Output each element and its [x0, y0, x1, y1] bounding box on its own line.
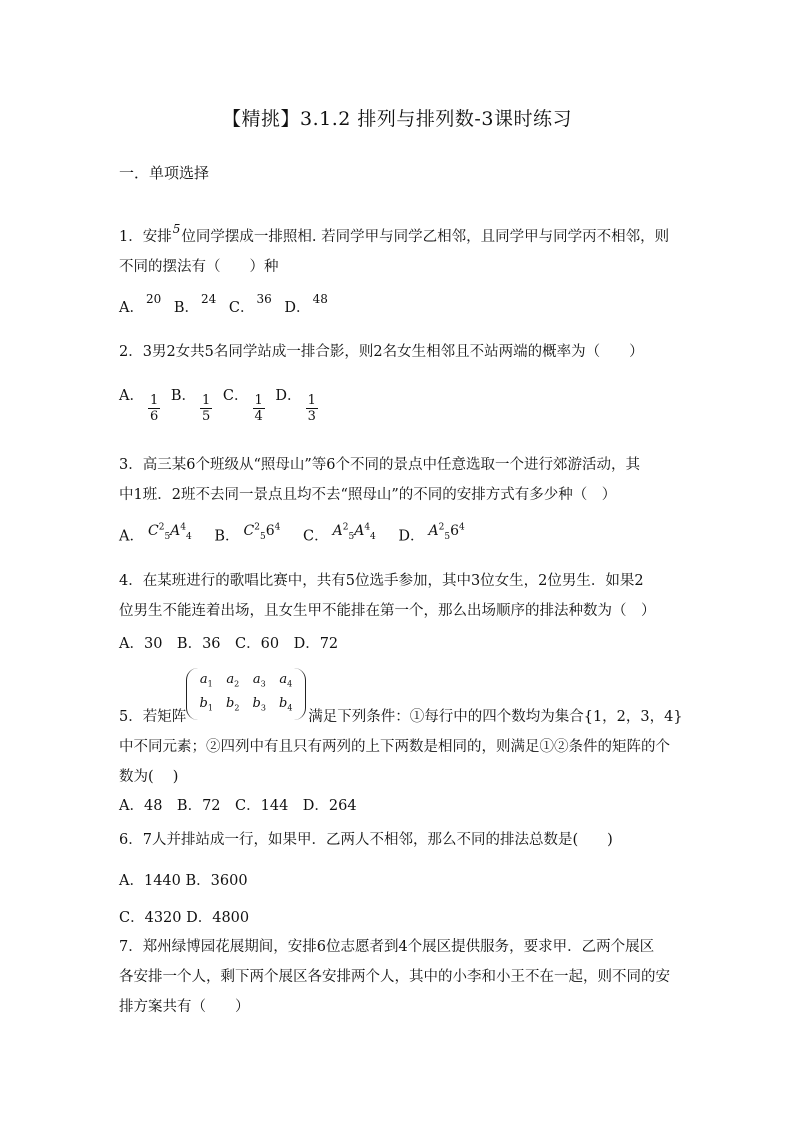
- q1-option-c-label: C．: [228, 300, 255, 316]
- q2-option-b-label: B．: [170, 388, 197, 404]
- q3-option-d-label: D．: [398, 528, 425, 545]
- question-3: [119, 450, 679, 510]
- q5-line3: 数为( ): [119, 769, 179, 785]
- q4-line2: 位男生不能连着出场，且女生甲不能排在第一个，那么出场顺序的排法种数为（ ）: [119, 603, 656, 619]
- question-6: 6．7人并排站成一行，如果甲．乙两人不相邻，那么不同的排法总数是( ): [119, 832, 613, 848]
- q7-line2: 各安排一个人，剩下两个展区各安排两个人，其中的小李和小王不在一起，则不同的安: [119, 969, 670, 985]
- q2-option-d-label: D．: [275, 388, 302, 404]
- q2-options: [119, 384, 324, 424]
- q2-option-b-fraction: $\frac{1}{5}$: [202, 393, 211, 424]
- q1-option-d-label: D．: [284, 300, 311, 316]
- q5-options: A．48 B．72 C．144 D．264: [119, 798, 357, 814]
- q5-text-post: 满足下列条件：①每行中的四个数均为集合{1，2，3，4}: [308, 709, 683, 725]
- q3-option-b-label: B．: [214, 528, 240, 545]
- q2-option-c-fraction: $\frac{1}{4}$: [254, 393, 263, 424]
- q1-option-a-label: A．: [119, 300, 144, 316]
- q7-line1: 7．郑州绿博园花展期间，安排6位志愿者到4个展区提供服务，要求甲．乙两个展区: [119, 939, 655, 955]
- q1-option-b-label: B．: [173, 300, 200, 316]
- q2-option-a-fraction: $\frac{1}{6}$: [149, 393, 159, 424]
- q6-options-row2: C．4320 D．4800: [119, 910, 250, 926]
- question-1: [119, 214, 679, 282]
- q3-option-c-formula: $A^2_5A^4_4$: [332, 522, 376, 542]
- q1-option-c-value: 36: [256, 292, 272, 306]
- q5-text-pre: 5．若矩阵: [119, 709, 187, 725]
- q3-option-a-label: A．: [119, 528, 144, 545]
- q2-option-c-label: C．: [222, 388, 249, 404]
- question-7: [119, 932, 679, 1022]
- q3-line1: 3．高三某6个班级从“照母山”等6个不同的景点中任意选取一个进行郊游活动，其: [119, 457, 640, 473]
- q1-option-d-value: 48: [312, 292, 328, 306]
- q3-option-c-label: C．: [302, 528, 329, 545]
- q1-option-b-value: 24: [201, 292, 217, 306]
- q1-option-a-value: 20: [145, 292, 162, 306]
- matrix-row-b: $b_1$ $b_2$ $b_3$ $b_4$: [199, 696, 293, 713]
- question-4: [119, 566, 679, 626]
- q4-line1: 4．在某班进行的歌唱比赛中，共有5位选手参加，其中3位女生，2位男生．如果2: [119, 573, 644, 589]
- q6-options-row1: A．1440 B．3600: [119, 873, 248, 889]
- document-title: 【精挑】3.1.2 排列与排列数-3课时练习: [222, 108, 572, 130]
- q2-option-d-fraction: $\frac{1}{3}$: [307, 393, 316, 424]
- q4-options: A．30 B．36 C．60 D．72: [119, 636, 339, 652]
- q3-line2: 中1班．2班不去同一景点且均不去“照母山”的不同的安排方式有多少种（ ）: [119, 487, 617, 503]
- q3-option-b-formula: $C^2_56^4$: [243, 522, 281, 542]
- question-5: [119, 702, 683, 792]
- q1-text-post: 位同学摆成一排照相. 若同学甲与同学乙相邻，且同学甲与同学丙不相邻，则: [181, 229, 670, 245]
- q1-sup: 5: [172, 222, 181, 236]
- q2-option-a-label: A．: [119, 388, 144, 404]
- q5-line2: 中不同元素；②四列中有且只有两列的上下两数是相同的，则满足①②条件的矩阵的个: [119, 739, 670, 755]
- q1-line2: 不同的摆法有（ ）种: [119, 259, 279, 275]
- q1-options: [119, 292, 336, 317]
- q1-text-pre: 1．安排: [119, 229, 172, 245]
- q3-options: [119, 522, 483, 546]
- q3-option-a-formula: $C^2_5A^4_4$: [147, 522, 192, 542]
- section-heading: 一．单项选择: [119, 164, 210, 182]
- question-2: 2．3男2女共5名同学站成一排合影，则2名女生相邻且不站两端的概率为（ ）: [119, 344, 644, 360]
- q3-option-d-formula: $A^2_56^4$: [428, 522, 465, 542]
- matrix-row-a: $a_1$ $a_2$ $a_3$ $a_4$: [199, 672, 293, 689]
- q7-line3: 排方案共有（ ）: [119, 999, 250, 1015]
